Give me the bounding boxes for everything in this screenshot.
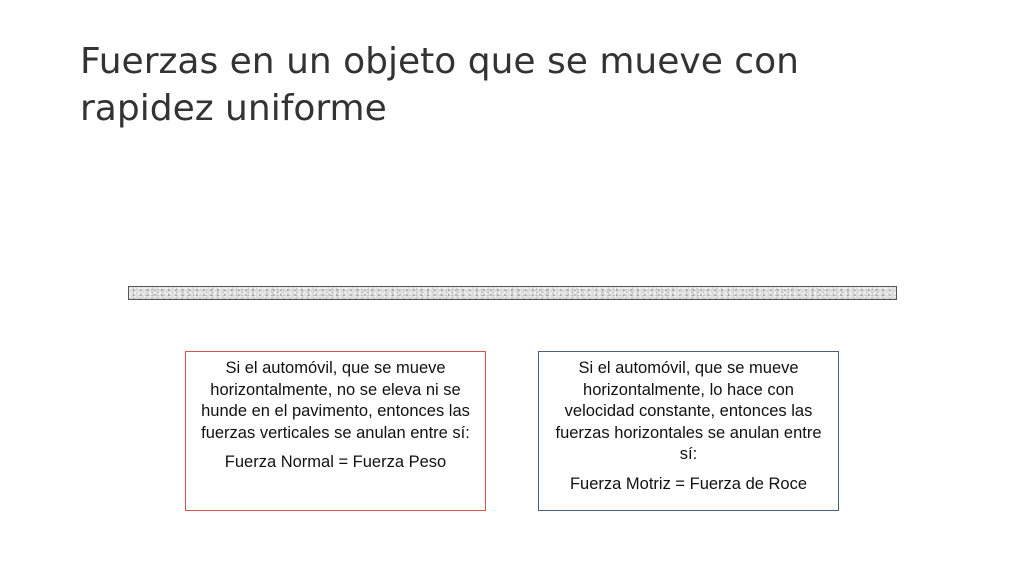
vertical-forces-box bbox=[185, 351, 486, 511]
vertical-forces-equation: Fuerza Normal = Fuerza Peso bbox=[224, 453, 447, 471]
slide-title: Fuerzas en un objeto que se mueve con rapidez uniforme bbox=[80, 41, 799, 129]
pavement-surface bbox=[128, 286, 897, 300]
horizontal-forces-equation: Fuerza Motriz = Fuerza de Roce bbox=[569, 474, 808, 493]
horizontal-forces-box bbox=[538, 351, 839, 511]
horizontal-forces-text: Si el automóvil, que se mueve horizontalmente, lo hace con velocidad constante, entonces las fuerzas horizontales se anulan entre sí: bbox=[555, 359, 822, 463]
vertical-forces-text: Si el automóvil, que se mueve horizontalmente, no se eleva ni se hunde en el pavimento, entonces las fuerzas verticales se anulan entre sí: bbox=[201, 359, 470, 442]
